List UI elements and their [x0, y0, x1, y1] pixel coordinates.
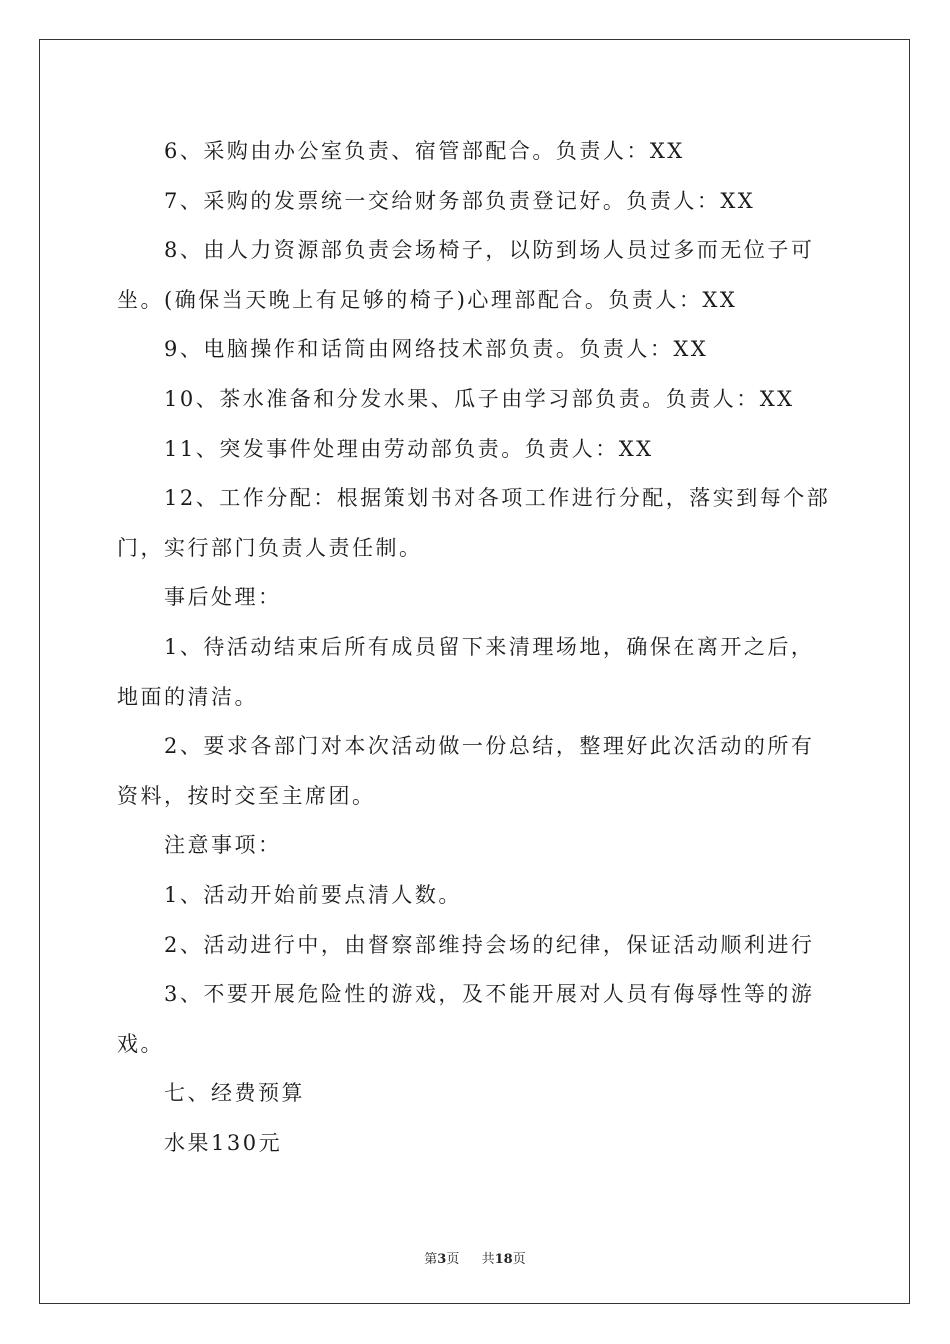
- page-suffix: 页: [446, 1252, 460, 1267]
- paragraph: 1、活动开始前要点清人数。: [164, 882, 462, 907]
- paragraph: 12、工作分配：根据策划书对各项工作进行分配，落实到每个部门，实行部门负责人责任制。: [117, 486, 831, 560]
- paragraph: 6、采购由办公室负责、宿管部配合。负责人：XX: [164, 139, 685, 163]
- paragraph: 11、突发事件处理由劳动部负责。负责人：XX: [164, 436, 654, 461]
- paragraph: 10、茶水准备和分发水果、瓜子由学习部负责。负责人：XX: [164, 386, 795, 411]
- page-prefix: 第: [424, 1252, 438, 1267]
- section-heading: 事后处理：: [164, 585, 282, 610]
- paragraph: 8、由人力资源部负责会场椅子，以防到场人员过多而无位子可坐。(确保当天晚上有足够的椅子)心理部配合。负责人：XX: [117, 238, 815, 312]
- section-heading: 七、经费预算: [164, 1081, 305, 1106]
- section-heading: 注意事项：: [164, 833, 282, 858]
- paragraph: 2、活动进行中，由督察部维持会场的纪律，保证活动顺利进行: [164, 932, 815, 957]
- total-prefix: 共: [481, 1252, 495, 1267]
- paragraph: 9、电脑操作和话筒由网络技术部负责。负责人：XX: [164, 337, 709, 362]
- paragraph: 7、采购的发票统一交给财务部负责登记好。负责人：XX: [164, 188, 756, 213]
- paragraph: 3、不要开展危险性的游戏，及不能开展对人员有侮辱性等的游戏。: [117, 982, 815, 1056]
- paragraph: 1、待活动结束后所有成员留下来清理场地，确保在离开之后，地面的清洁。: [117, 634, 815, 709]
- paragraph: 水果130元: [164, 1130, 283, 1155]
- total-pages: 18: [494, 1252, 513, 1267]
- paragraph: 2、要求各部门对本次活动做一份总结，整理好此次活动的所有资料，按时交至主席团。: [117, 734, 815, 808]
- total-suffix: 页: [512, 1252, 526, 1267]
- page-footer: [0, 1248, 950, 1267]
- document-body: [117, 127, 835, 1168]
- page-number: 3: [437, 1252, 447, 1267]
